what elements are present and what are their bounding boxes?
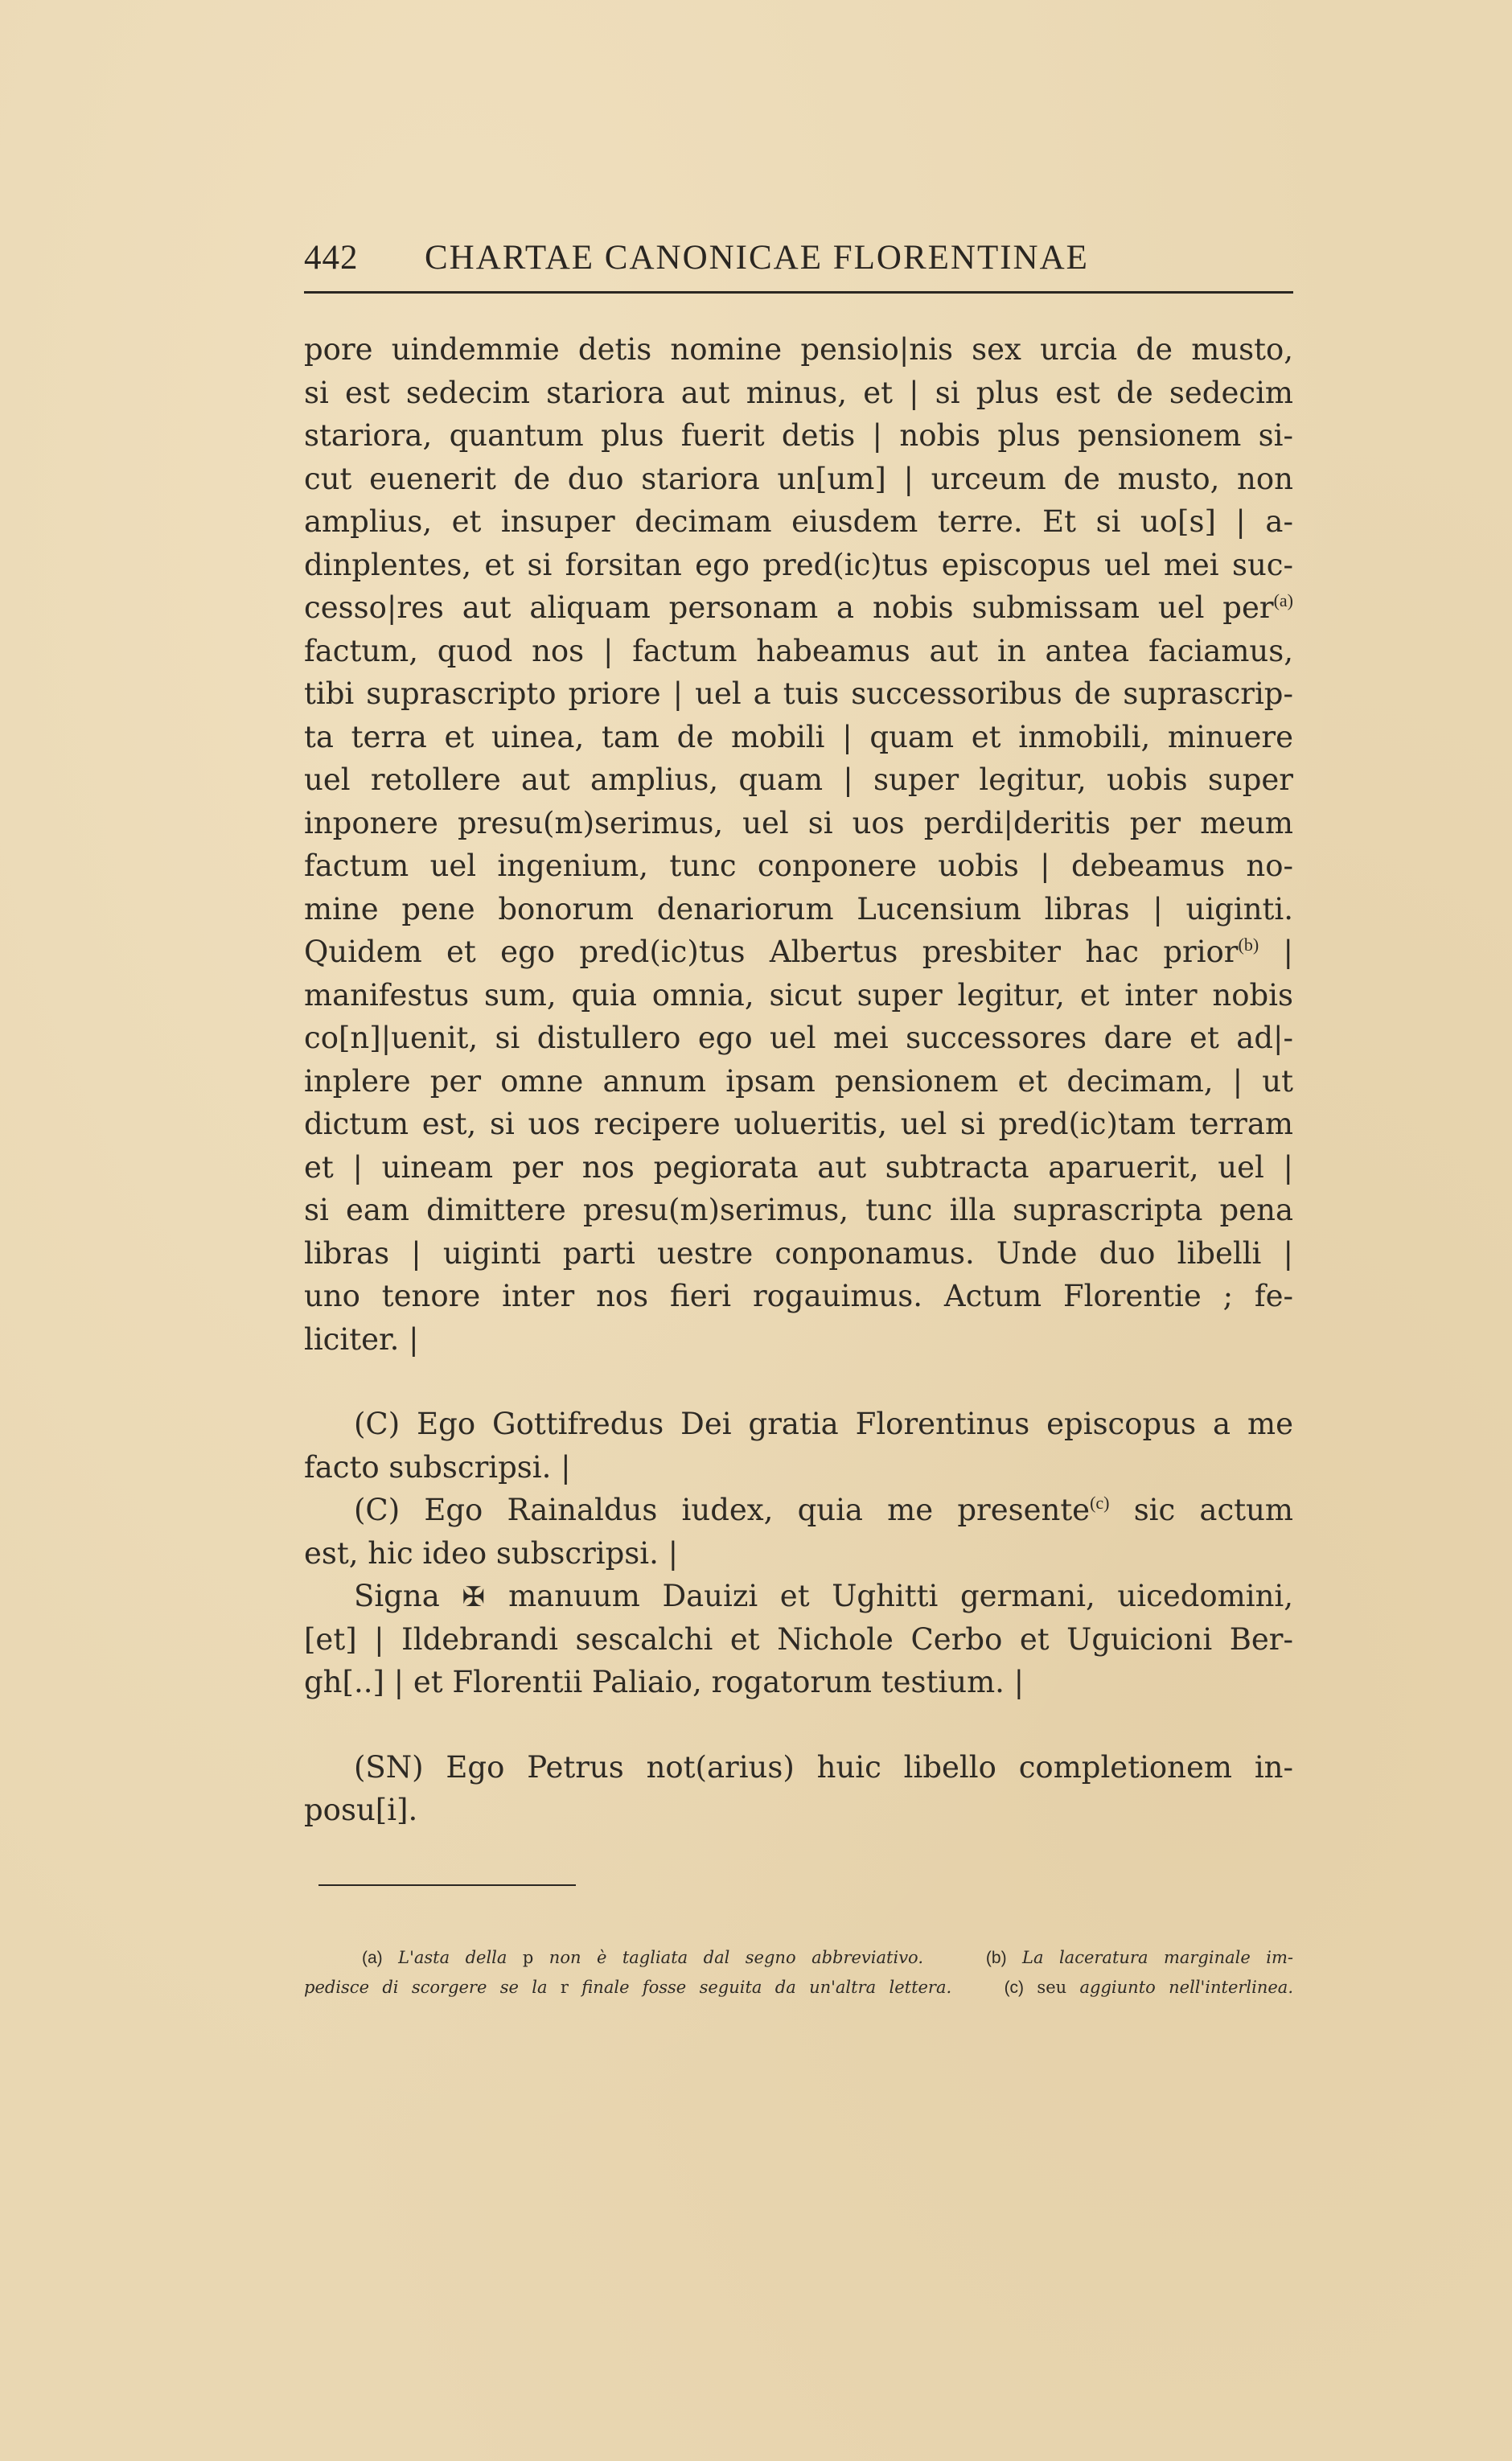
footnote-b-text: finale fosse seguita da un'altra lettera.	[581, 1978, 952, 1997]
text-line: manifestus sum, quia omnia, sicut super legitur, et inter nobis	[304, 977, 1293, 1013]
footnote-mark-b: (b)	[985, 1949, 1007, 1967]
text-line: si est sedecim stariora aut minus, et | si plus est de sedecim	[304, 375, 1293, 410]
footnote-mark-c: (c)	[1004, 1978, 1025, 1997]
spacer	[304, 1361, 1293, 1403]
notary-completion	[304, 1746, 1293, 1832]
text-line: inponere presu(m)serimus, uel si uos perdi|deritis per meum	[304, 805, 1293, 840]
text-line: uno tenore inter nos fieri rogauimus. Actum Florentie ; fe-	[304, 1279, 1293, 1313]
text-line: stariora, quantum plus fuerit detis | nobis plus pensionem si-	[304, 418, 1293, 453]
text-segment: (C) Ego Rainaldus iudex, quia me presente	[354, 1493, 1091, 1527]
footnote-ref-a[interactable]: (a)	[1273, 590, 1293, 610]
footnote-a-text: non è tagliata dal segno abbreviativo.	[549, 1948, 924, 1967]
text-line: inplere per omne annum ipsam pensionem et decimam, | ut	[304, 1063, 1293, 1099]
footnote-rule	[318, 1884, 576, 1886]
subscription-rainaldus	[304, 1489, 1293, 1575]
footnote-c-text: aggiunto nell'interlinea.	[1079, 1978, 1293, 1997]
footnote-b-text: pedisce di scorgere se la	[304, 1978, 548, 1997]
footnote-mark-a: (a)	[362, 1949, 383, 1967]
footnote-ref-c[interactable]: (c)	[1090, 1493, 1110, 1513]
text-line: gh[..] | et Florentii Paliaio, rogatorum testium. |	[304, 1665, 1025, 1699]
footnote-line	[304, 1973, 1293, 2003]
text-line: (C) Ego Gottifredus Dei gratia Florentinus episcopus a me	[354, 1407, 1293, 1441]
text-line: pore uindemmie detis nomine pensio|nis sex urcia de musto,	[304, 332, 1293, 367]
text-segment: cesso|res aut aliquam personam a nobis submissam uel per	[304, 590, 1274, 625]
text-line	[304, 586, 1293, 630]
line-break-mark: |	[1259, 935, 1293, 969]
text-line: tibi suprascripto priore | uel a tuis successoribus de suprascrip-	[304, 676, 1293, 711]
text-segment: manuum Dauizi et Ughitti germani, uicedomini,	[508, 1579, 1294, 1613]
text-line: mine pene bonorum denariorum Lucensium libras | uiginti.	[304, 891, 1293, 926]
text-line: posu[i].	[304, 1793, 418, 1827]
text-line: facto subscripsi. |	[304, 1449, 571, 1485]
text-line: factum, quod nos | factum habeamus aut in antea faciamus,	[304, 633, 1293, 668]
page-number: 442	[304, 239, 359, 277]
running-head	[304, 238, 1293, 286]
footnote-a-text: L'asta della	[398, 1948, 507, 1967]
signa-witnesses	[304, 1575, 1293, 1704]
text-line: libras | uiginti parti uestre conponamus. Unde duo libelli |	[304, 1235, 1293, 1271]
text-line: cut euenerit de duo stariora un[um] | urceum de musto, non	[304, 461, 1293, 496]
running-title: CHARTAE CANONICAE FLORENTINAE	[425, 239, 1089, 277]
charter-text	[304, 328, 1293, 1832]
text-line: est, hic ideo subscripsi. |	[304, 1535, 679, 1571]
footnote-a-letter: p	[522, 1948, 534, 1967]
text-line: ta terra et uinea, tam de mobili | quam et inmobili, minuere	[304, 719, 1293, 754]
text-line	[304, 1489, 1293, 1532]
text-line: liciter. |	[304, 1321, 419, 1357]
text-segment: Signa	[354, 1579, 440, 1613]
cross-signum-icon: ✠	[462, 1581, 485, 1613]
text-line: dinplentes, et si forsitan ego pred(ic)tus episcopus uel mei suc-	[304, 547, 1293, 582]
text-line: et | uineam per nos pegiorata aut subtracta aparuerit, uel |	[304, 1149, 1293, 1185]
text-segment: Quidem et ego pred(ic)tus Albertus presbiter hac prior	[304, 935, 1239, 969]
text-line: si eam dimittere presu(m)serimus, tunc illa suprascripta pena	[304, 1193, 1293, 1227]
footnote-c-word: seu	[1037, 1978, 1067, 1997]
text-line: uel retollere aut amplius, quam | super legitur, uobis super	[304, 762, 1293, 797]
text-line: amplius, et insuper decimam eiusdem terre. Et si uo[s] | a-	[304, 504, 1293, 539]
footnote-line	[304, 1943, 1293, 1973]
text-line	[304, 1575, 1293, 1618]
footnote-ref-b[interactable]: (b)	[1238, 935, 1259, 955]
text-line	[304, 931, 1293, 974]
text-segment: sic actum	[1109, 1493, 1293, 1527]
text-line: (SN) Ego Petrus not(arius) huic libello completionem in-	[354, 1749, 1293, 1785]
text-line: [et] | Ildebrandi sescalchi et Nichole Cerbo et Uguicioni Ber-	[304, 1621, 1293, 1657]
text-line: co[n]|uenit, si distullero ego uel mei successores dare et ad|-	[304, 1021, 1293, 1055]
footnotes	[304, 1943, 1293, 2003]
subscription-gottifredus	[304, 1403, 1293, 1489]
header-rule	[304, 291, 1293, 294]
footnote-b-letter: r	[560, 1978, 569, 1997]
text-line: dictum est, si uos recipere uolueritis, uel si pred(ic)tam terram	[304, 1107, 1293, 1141]
footnote-b-text: La laceratura marginale im-	[1022, 1948, 1293, 1967]
spacer	[304, 1704, 1293, 1746]
text-line: factum uel ingenium, tunc conponere uobis | debeamus no-	[304, 848, 1293, 883]
